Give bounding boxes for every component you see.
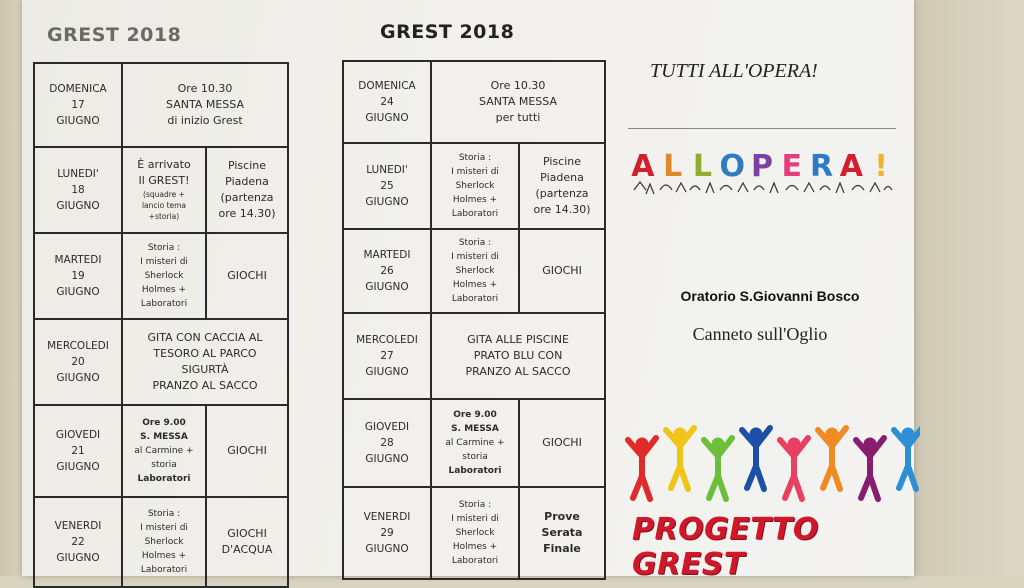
activity-text: È arrivato Il GREST!	[137, 157, 191, 187]
logo-letter: P	[751, 149, 773, 184]
day-cell: LUNEDI' 25 GIUGNO	[343, 143, 431, 229]
logo-letter: L	[692, 149, 712, 184]
logo-letter: A	[631, 149, 655, 184]
activity-cell: GIOCHI	[519, 399, 605, 487]
kid-figure	[856, 438, 884, 499]
day-cell: MARTEDI 26 GIUGNO	[343, 229, 431, 313]
day-cell: VENERDI 29 GIUGNO	[343, 487, 431, 579]
activity-bold: Ore 9.00 S. MESSA	[451, 410, 499, 434]
logo-letter: L	[663, 149, 683, 184]
oratorio-name: Oratorio S.Giovanni Bosco	[680, 288, 860, 304]
day-cell: DOMENICA 17 GIUGNO	[34, 63, 122, 147]
table-row	[343, 487, 605, 579]
kid-body	[742, 428, 770, 489]
table-row	[34, 147, 288, 233]
kid-body	[704, 438, 732, 499]
progetto-grest-footer: PROGETTO GREST	[632, 512, 819, 582]
activity-bold: Laboratori	[448, 466, 502, 476]
kid-figure	[894, 428, 920, 489]
day-cell: MARTEDI 19 GIUGNO	[34, 233, 122, 319]
town-name: Canneto sull'Oglio	[692, 324, 828, 344]
activity-cell: Piscine Piadena (partenza ore 14.30)	[206, 147, 288, 233]
activity-cell: GIOCHI	[206, 405, 288, 497]
right-page-title: GREST 2018	[380, 21, 515, 43]
left-schedule-table	[33, 62, 289, 588]
background-right	[914, 0, 1024, 576]
allopera-logo	[628, 140, 898, 204]
activity-cell: Piscine Piadena (partenza ore 14.30)	[519, 143, 605, 229]
kid-figure	[742, 428, 770, 489]
table-row	[343, 143, 605, 229]
activity-cell: GIOCHI	[519, 229, 605, 313]
activity-cell: Storia : I misteri di Sherlock Holmes + Laboratori	[431, 487, 519, 579]
day-cell: GIOVEDI 21 GIUGNO	[34, 405, 122, 497]
activity-note: (squadre + lancio tema +storia)	[141, 189, 187, 221]
kid-body	[666, 428, 694, 489]
kid-figure	[704, 438, 732, 499]
activity-bold: Ore 9.00 S. MESSA	[140, 418, 188, 442]
right-schedule-table	[342, 60, 606, 580]
logo-letter: E	[781, 149, 803, 184]
activity-cell: Storia : I misteri di Sherlock Holmes + Laboratori	[122, 497, 206, 587]
day-cell: LUNEDI' 18 GIUGNO	[34, 147, 122, 233]
day-cell: MERCOLEDI 20 GIUGNO	[34, 319, 122, 405]
day-cell: VENERDI 22 GIUGNO	[34, 497, 122, 587]
kid-body	[780, 438, 808, 499]
kid-body	[856, 438, 884, 499]
activity-cell: GIOCHI D'ACQUA	[206, 497, 288, 587]
activity-cell: GITA ALLE PISCINE PRATO BLU CON PRANZO AL SACCO	[431, 313, 605, 399]
day-cell: GIOVEDI 28 GIUGNO	[343, 399, 431, 487]
table-row	[343, 229, 605, 313]
kid-figure	[628, 438, 656, 499]
activity-cell	[122, 147, 206, 233]
table-row	[343, 313, 605, 399]
table-row	[34, 405, 288, 497]
activity-bold: Laboratori	[137, 474, 191, 484]
day-cell: DOMENICA 24 GIUGNO	[343, 61, 431, 143]
logo-letter: O	[719, 149, 745, 184]
activity-cell	[122, 405, 206, 497]
jumping-kids-illustration	[620, 404, 920, 516]
day-cell: MERCOLEDI 27 GIUGNO	[343, 313, 431, 399]
activity-cell: Ore 10.30 SANTA MESSA per tutti	[431, 61, 605, 143]
table-row	[343, 399, 605, 487]
activity-cell: Storia : I misteri di Sherlock Holmes + Laboratori	[431, 229, 519, 313]
background-left	[0, 0, 22, 576]
activity-cell: Ore 10.30 SANTA MESSA di inizio Grest	[122, 63, 288, 147]
activity-cell: GITA CON CACCIA AL TESORO AL PARCO SIGURTÀ PRANZO AL SACCO	[122, 319, 288, 405]
activity-text: al Carmine + storia	[445, 438, 505, 462]
kid-figure	[780, 438, 808, 499]
table-row	[34, 233, 288, 319]
kid-body	[628, 438, 656, 499]
table-row	[34, 63, 288, 147]
logo-letter: !	[874, 149, 888, 184]
activity-cell: Storia : I misteri di Sherlock Holmes + Laboratori	[431, 143, 519, 229]
activity-cell: Prove Serata Finale	[519, 487, 605, 579]
table-row	[34, 497, 288, 587]
activity-text: al Carmine + storia	[134, 446, 194, 470]
cover-headline: TUTTI ALL'OPERA!	[650, 60, 818, 82]
kid-body	[818, 428, 846, 489]
kid-figure	[666, 428, 694, 489]
activity-cell: GIOCHI	[206, 233, 288, 319]
left-page-title: GREST 2018	[47, 24, 182, 46]
logo-letter: R	[810, 149, 834, 184]
kid-figure	[818, 428, 846, 489]
logo-letter: A	[839, 149, 863, 184]
activity-cell: Storia : I misteri di Sherlock Holmes + Laboratori	[122, 233, 206, 319]
table-row	[343, 61, 605, 143]
activity-cell	[431, 399, 519, 487]
table-row	[34, 319, 288, 405]
